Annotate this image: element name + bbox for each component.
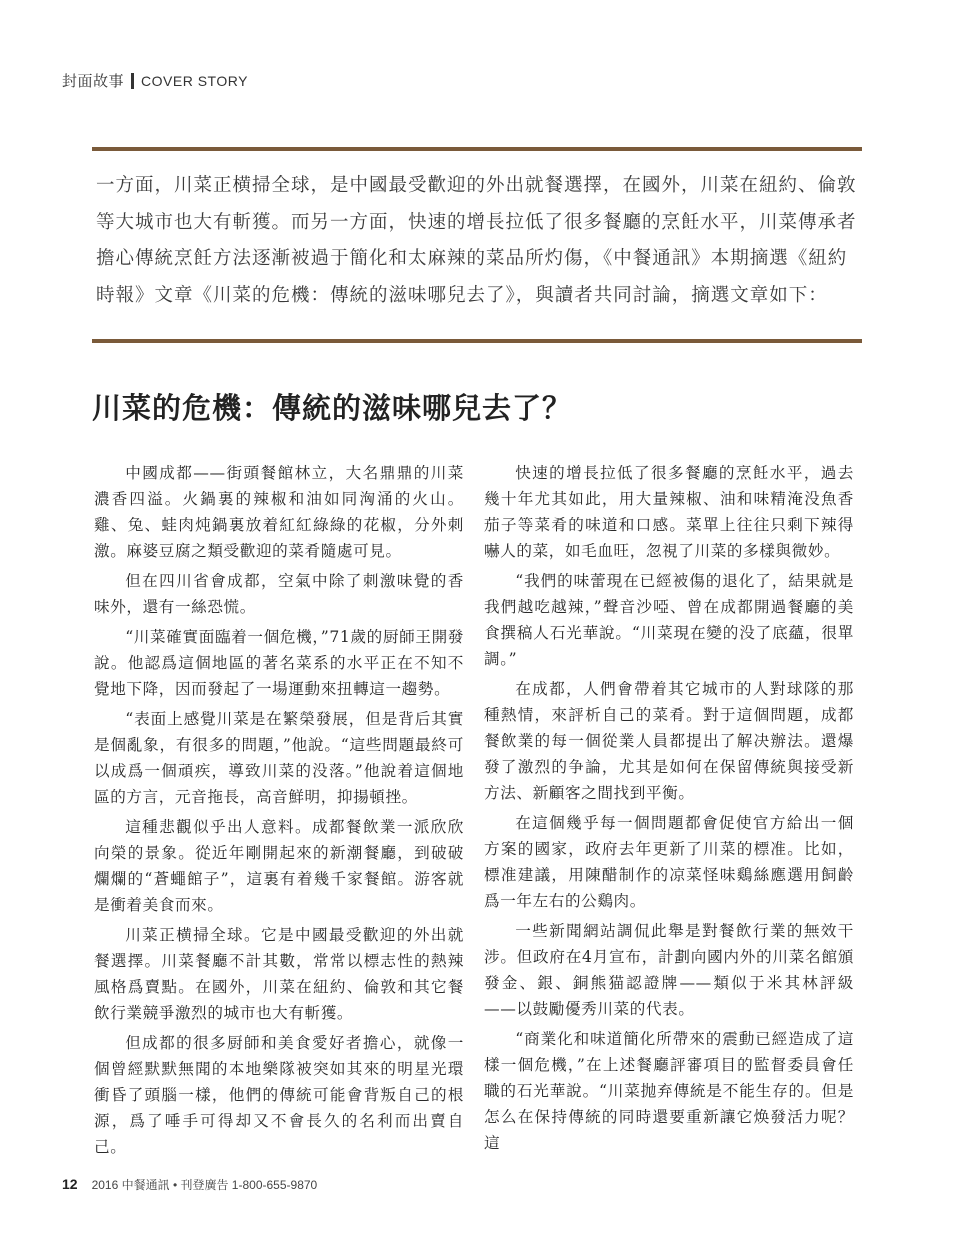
paragraph: 一些新聞網站調侃此舉是對餐飲行業的無效干涉。但政府在4月宣布，計劃向國内外的川菜名館頒發金、銀、銅熊猫認證牌——類似于米其林評級——以鼓勵優秀川菜的代表。 — [484, 922, 854, 1018]
article-title: 川菜的危機：傳統的滋味哪兒去了？ — [92, 391, 573, 425]
paragraph: 但成都的很多厨師和美食愛好者擔心，就像一個曾經默默無聞的本地樂隊被突如其來的明星光環衝昏了頭腦一樣，他們的傳統可能會背叛自己的根源，爲了唾手可得却又不會長久的名利而出賣自己。 — [94, 1034, 464, 1156]
section-label-en: COVER STORY — [141, 72, 248, 89]
paragraph: 但在四川省會成都，空氣中除了刺激味覺的香味外，還有一絲恐慌。 — [94, 572, 464, 616]
header-divider — [131, 73, 134, 89]
paragraph: “川菜確實面臨着一個危機，”71歲的厨師王開發說。他認爲這個地區的著名菜系的水平正在不知不覺地下降，因而發起了一場運動來扭轉這一趨勢。 — [94, 628, 464, 698]
paragraph: 中國成都——街頭餐館林立，大名鼎鼎的川菜濃香四溢。火鍋裏的辣椒和油如同洶涌的火山。雞、兔、蛙肉炖鍋裏放着紅紅綠綠的花椒，分外刺激。麻婆豆腐之類受歡迎的菜肴隨處可見。 — [94, 464, 464, 560]
paragraph: 快速的增長拉低了很多餐廳的烹飪水平，過去幾十年尤其如此，用大量辣椒、油和味精淹没魚香茄子等菜肴的味道和口感。菜單上往往只剩下辣得嚇人的菜，如毛血旺，忽視了川菜的多樣與微妙。 — [484, 464, 854, 560]
article-column-right — [484, 460, 854, 1160]
paragraph: 這種悲觀似乎出人意料。成都餐飲業一派欣欣向榮的景象。從近年剛開起來的新潮餐廳，到破破爛爛的“蒼蠅館子”，這裏有着幾千家餐館。游客就是衝着美食而來。 — [94, 818, 464, 914]
page-footer — [62, 1176, 317, 1193]
paragraph: “我們的味蕾現在已經被傷的退化了，結果就是我們越吃越辣，”聲音沙啞、曾在成都開過餐廳的美食撰稿人石光華說。“川菜現在變的没了底蘊，很單調。” — [484, 572, 854, 668]
paragraph: “表面上感覺川菜是在繁榮發展，但是背后其實是個亂象，有很多的問題，”他說。“這些問題最終可以成爲一個頑疾，導致川菜的没落。”他說着這個地區的方言，元音拖長，高音鮮明，抑揚頓挫。 — [94, 710, 464, 806]
page-number: 12 — [62, 1176, 78, 1192]
section-label-cn: 封面故事 — [62, 72, 125, 90]
paragraph: 在這個幾乎每一個問題都會促使官方給出一個方案的國家，政府去年更新了川菜的標准。比如，標准建議，用陳醋制作的凉菜怪味鷄絲應選用飼齡爲一年左右的公鷄肉。 — [484, 814, 854, 910]
footer-text: 2016 中餐通訊 • 刊登廣告 1-800-655-9870 — [91, 1178, 318, 1192]
intro-bottom-rule — [92, 339, 862, 343]
intro-paragraph: 一方面，川菜正横掃全球，是中國最受歡迎的外出就餐選擇，在國外，川菜在紐約、倫敦等大城市也大有斬獲。而另一方面，快速的增長拉低了很多餐廳的烹飪水平，川菜傳承者擔心傳統烹飪方法逐漸被過于簡化和太麻辣的菜品所灼傷，《中餐通訊》本期摘選《紐約時報》文章《川菜的危機：傳統的滋味哪兒去了》，與讀者共同討論，摘選文章如下： — [96, 175, 857, 306]
paragraph: 在成都，人們會帶着其它城市的人對球隊的那種熱情，來評析自己的菜肴。對于這個問題，成都餐飲業的每一個從業人員都提出了解决辦法。還爆發了激烈的争論，尤其是如何在保留傳統與接受新方法、新顧客之間找到平衡。 — [484, 680, 854, 802]
paragraph: “商業化和味道簡化所帶來的震動已經造成了這樣一個危機，”在上述餐廳評審項目的監督委員會任職的石光華說。“川菜抛弃傳統是不能生存的。但是怎么在保持傳統的同時還要重新讓它焕發活力呢？這 — [484, 1030, 854, 1152]
intro-top-rule — [92, 147, 862, 151]
article-column-left — [94, 460, 464, 1164]
section-header — [62, 70, 248, 91]
paragraph: 川菜正横掃全球。它是中國最受歡迎的外出就餐選擇。川菜餐廳不計其數，常常以標志性的熱辣風格爲賣點。在國外，川菜在紐約、倫敦和其它餐飲行業競爭激烈的城市也大有斬獲。 — [94, 926, 464, 1022]
